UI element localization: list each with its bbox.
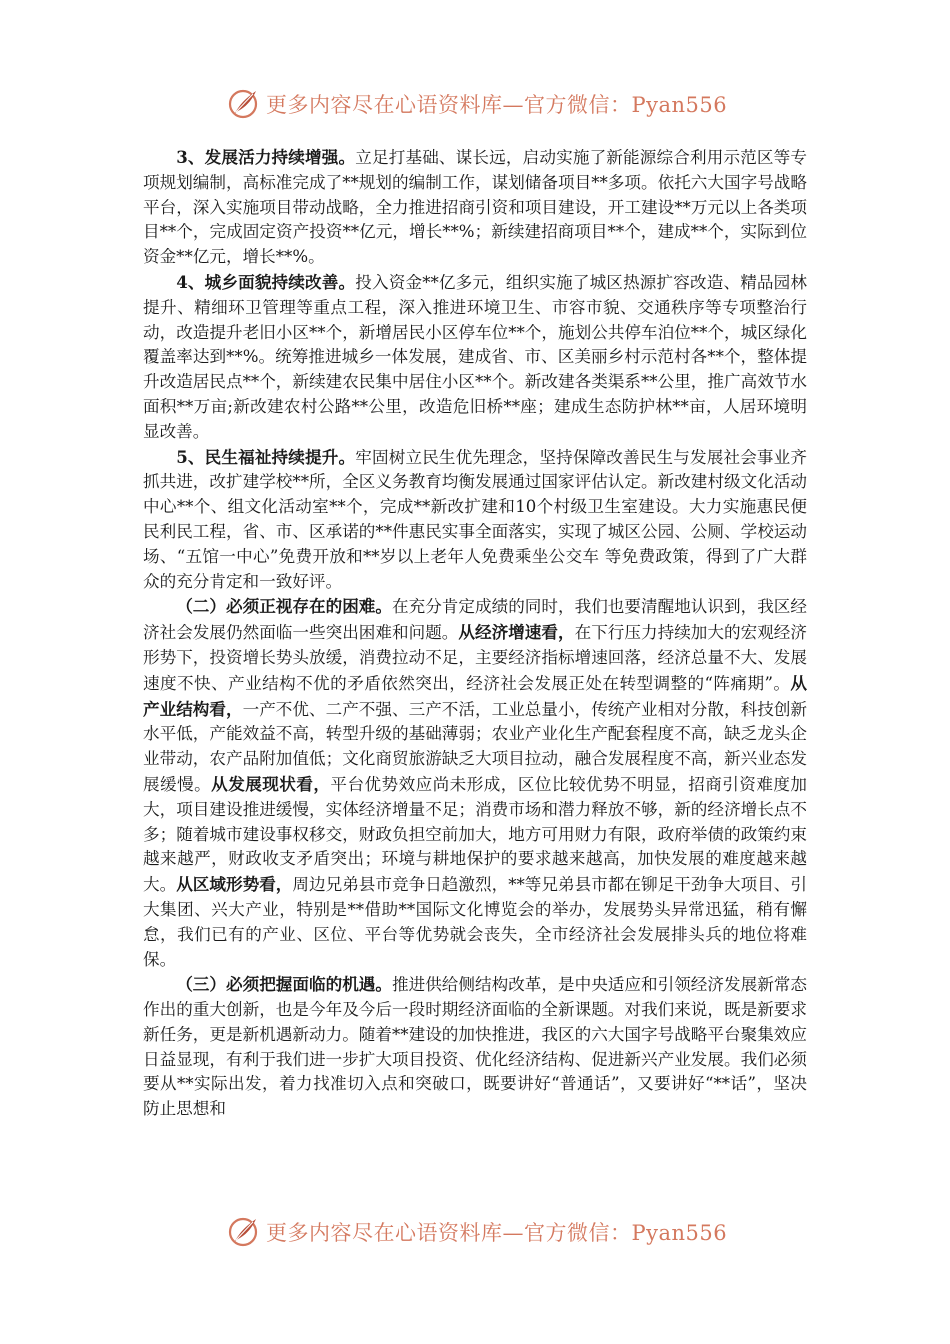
subheading-industry: 从产业结构看， (143, 672, 807, 719)
pen-leaf-logo (226, 1214, 262, 1250)
paragraph-vitality (143, 145, 807, 270)
paragraph-difficulties (143, 594, 807, 972)
section-heading: 3、发展活力持续增强。 (176, 147, 356, 167)
paragraph-text: 平台优势效应尚未形成，区位比较优势不明显，招商引资难度加大，项目建设推进缓慢，实体经济增量不足；消费市场和潜力释放不够，新的经济增长点不多；随着城市建设事权移交，财政负担空前加大，地方可用财力有限，政府举债的政策约束越来越严，财政收支矛盾突出；环境与耕地保护的要求越来越高，加快发展的难度越来越大。 (143, 774, 808, 895)
subheading-region: 从区域形势看， (176, 874, 293, 895)
section-heading: 4、城乡面貌持续改善。 (176, 271, 356, 292)
paragraph-text: 立足打基础、谋长远，启动实施了新能源综合利用示范区等专项规划编制，高标准完成了**规划的编制工作，谋划储备项目**多项。依托六大国字号战略平台，深入实施项目带动战略，全力推进招商引资和项目建设，开工建设**万元以上各类项目**个，完成固定资产投资**亿元，增长**%；新续建招商项目**个，建成**个，实际到位资金**亿元，增长**%。 (143, 148, 808, 267)
header-banner (226, 84, 726, 124)
section-heading: 5、民生福祉持续提升。 (176, 446, 356, 467)
paragraph-opportunities (143, 972, 807, 1122)
paragraph-text: 在充分肯定成绩的同时，我们也要清醒地认识到，我区经济社会发展仍然面临一些突出困难和问题。 (143, 597, 808, 643)
paragraph-livelihood (143, 445, 807, 595)
section-heading: （二）必须正视存在的困难。 (176, 596, 392, 617)
paragraph-text: 一产不优、二产不强、三产不活，工业总量小，传统产业相对分散，科技创新水平低，产能效益不高，转型升级的基础薄弱；农业产业化生产配套程度不高，缺乏龙头企业带动，农产品附加值低；文化商贸旅游缺乏大项目拉动，融合发展程度不高，新兴业态发展缓慢。 (143, 699, 808, 794)
footer-banner (226, 1212, 726, 1252)
pen-leaf-logo (226, 86, 262, 122)
paragraph-text: 投入资金**亿多元，组织实施了城区热源扩容改造、精品园林提升、精细环卫管理等重点工程，深入推进环境卫生、市容市貌、交通秩序等专项整治行动，改造提升老旧小区**个，新增居民小区停车位**个，施划公共停车泊位**个，城区绿化覆盖率达到**%。统筹推进城乡一体发展，建成省、市、区美丽乡村示范村各**个，整体提升改造居民点**个，新续建农民集中居住小区**个。新改建各类渠系**公里，推广高效节水面积**万亩;新改建农村公路**公里，改造危旧桥**座；建成生态防护林**亩，人居环境明显改善。 (143, 272, 808, 441)
section-heading: （三）必须把握面临的机遇。 (176, 974, 392, 995)
paragraph-text: 周边兄弟县市竞争日趋激烈，**等兄弟县市都在铆足干劲争大项目、引大集团、兴大产业，特别是**借助**国际文化博览会的举办，发展势头异常迅猛，稍有懈怠，我们已有的产业、区位、平台等优势就会丧失，全市经济社会发展排头兵的地位将难保。 (143, 875, 808, 969)
paragraph-text: 在下行压力持续加大的宏观经济形势下，投资增长势头放缓，消费拉动不足，主要经济指标增速回落，经济总量不大、发展速度不快、产业结构不优的矛盾依然突出，经济社会发展正处在转型调整的“阵痛期”。 (143, 623, 808, 693)
subheading-status: 从发展现状看， (211, 773, 331, 794)
paragraph-urban-rural (143, 270, 807, 445)
paragraph-text: 推进供给侧结构改革，是中央适应和引领经济发展新常态作出的重大创新，也是今年及今后一段时期经济面临的全新课题。对我们来说，既是新要求新任务，更是新机遇新动力。随着**建设的加快推进，我区的六大国字号战略平台聚集效应日益显现，有利于我们进一步扩大项目投资、优化经济结构、促进新兴产业发展。我们必须要从**实际出发，着力找准切入点和突破口，既要讲好“普通话”，又要讲好“**话”，坚决防止思想和 (143, 975, 808, 1119)
paragraph-text: 牢固树立民生优先理念，坚持保障改善民生与发展社会事业齐抓共进，改扩建学校**所，全区义务教育均衡发展通过国家评估认定。新改建村级文化活动中心**个、组文化活动室**个，完成**新改扩建和10个村级卫生室建设。大力实施惠民便民利民工程，省、市、区承诺的**件惠民实事全面落实，实现了城区公园、公厕、学校运动场、“五馆一中心”免费开放和**岁以上老年人免费乘坐公交车 等免费政策，得到了广大群众的充分肯定和一致好评。 (143, 447, 808, 591)
banner-text: 更多内容尽在心语资料库—官方微信：Pyan556 (266, 1221, 728, 1245)
banner-text: 更多内容尽在心语资料库—官方微信：Pyan556 (266, 93, 728, 117)
subheading-growth: 从经济增速看， (458, 622, 575, 643)
document-body (143, 145, 807, 1122)
